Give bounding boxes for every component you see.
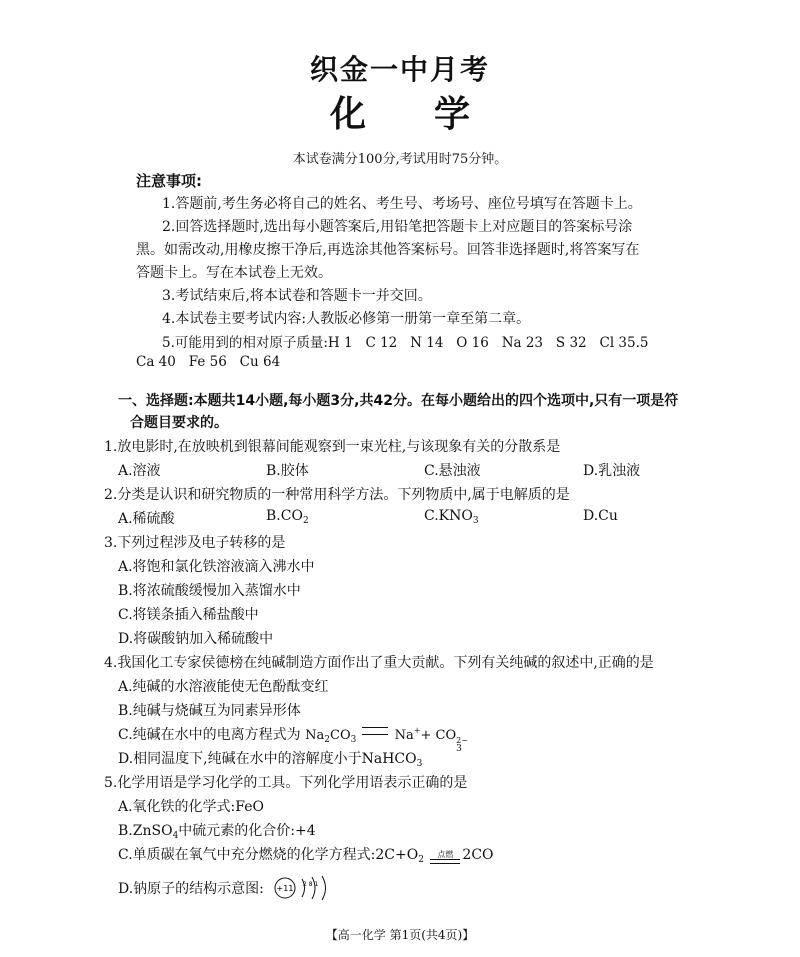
- question-5-option-c: [118, 844, 494, 865]
- notice-item-4: 4.本试卷主要考试内容:人教版必修第一册第一章至第二章。: [162, 311, 531, 327]
- q4-eq-na-ion-charge: +: [413, 726, 421, 735]
- q4-eq-na-sub: 2: [324, 735, 330, 745]
- q4-eq-co3-sub: 3: [456, 744, 462, 754]
- q4-eq-co3-ion: + CO: [420, 728, 457, 743]
- question-4-option-b: B.纯碱与烧碱互为同素异形体: [118, 703, 301, 719]
- question-1-option-d: D.乳浊液: [583, 463, 641, 479]
- question-1-option-c: C.悬浊液: [424, 463, 481, 479]
- q5-c-text: C.单质碳在氧气中充分燃烧的化学方程式:2C+O: [118, 847, 419, 863]
- question-4-stem: 4.我国化工专家侯德榜在纯碱制造方面作出了重大贡献。下列有关纯碱的叙述中,正确的是: [104, 655, 654, 671]
- atom-nucleus-label: +11: [276, 884, 294, 893]
- q5-c-sub: 2: [418, 855, 424, 865]
- question-3-stem: 3.下列过程涉及电子转移的是: [104, 535, 286, 551]
- notice-item-5-line-1: 5.可能用到的相对原子质量:H 1 C 12 N 14 O 16 Na 23 S 32 Cl 35.5: [162, 335, 649, 351]
- q5-c-product: 2CO: [462, 847, 494, 863]
- q2-c-text: C.KNO: [424, 508, 473, 524]
- question-2-stem: 2.分类是认识和研究物质的一种常用科学方法。下列物质中,属于电解质的是: [104, 487, 570, 503]
- subject-char-left: 化: [329, 94, 366, 135]
- question-4-option-d: [118, 748, 422, 769]
- q4-eq-co3-script: [456, 737, 468, 753]
- q4-d-formula-sub: 3: [416, 759, 423, 769]
- notice-item-3: 3.考试结束后,将本试卷和答题卡一并交回。: [162, 288, 432, 304]
- q4-d-text: D.相同温度下,纯碱在水中的溶解度小于: [118, 751, 362, 767]
- q4-c-text: C.纯碱在水中的电离方程式为: [118, 727, 301, 743]
- atom-shell-counts: 2 8 1: [303, 881, 319, 888]
- q2-b-subscript: 2: [302, 516, 309, 526]
- question-3-option-a: A.将饱和氯化铁溶液滴入沸水中: [118, 559, 315, 575]
- q4-c-equation: [305, 726, 468, 754]
- subject-char-right: 学: [434, 94, 471, 135]
- question-5-option-b: [118, 820, 316, 841]
- q4-d-formula: NaHCO: [361, 751, 417, 767]
- question-5-stem: 5.化学用语是学习化学的工具。下列化学用语表示正确的是: [104, 775, 468, 791]
- q2-c-subscript: 3: [472, 516, 479, 526]
- question-4-option-a: A.纯碱的水溶液能使无色酚酞变红: [118, 679, 329, 695]
- q5-b-formula: B.ZnSO: [118, 823, 173, 839]
- question-2-option-c: [424, 508, 479, 526]
- notice-item-2-line-3: 答题卡上。写在本试卷上无效。: [136, 265, 332, 281]
- subject-title: [0, 86, 800, 137]
- intro-text: 本试卷满分100分,考试用时75分钟。: [292, 152, 508, 167]
- question-2-option-b: [266, 508, 309, 526]
- question-5-option-d: D.钠原子的结构示意图:: [118, 881, 264, 897]
- notice-item-5-line-2: Ca 40 Fe 56 Cu 64: [136, 354, 281, 370]
- question-5-option-a: A.氧化铁的化学式:FeO: [118, 799, 264, 815]
- notice-item-2-line-2: 黑。如需改动,用橡皮擦干净后,再选涂其他答案标号。回答非选择题时,将答案写在: [136, 242, 640, 258]
- q4-eq-na-ion: Na: [394, 728, 414, 743]
- section-heading-line-2: 合题目要求的。: [130, 415, 228, 431]
- q5-b-sub: 4: [172, 831, 179, 841]
- q5-b-text: 中硫元素的化合价:+4: [178, 823, 316, 839]
- q4-eq-na: Na: [305, 728, 325, 743]
- question-1-option-b: B.胶体: [266, 463, 309, 479]
- section-heading-line-1: 一、选择题:本题共14小题,每小题3分,共42分。在每小题给出的四个选项中,只有一项是符: [118, 393, 679, 409]
- equals-sign-icon: [362, 727, 388, 735]
- q4-eq-co: CO: [330, 728, 351, 743]
- equals-sign-icon: [430, 859, 460, 864]
- question-2-option-d: D.Cu: [583, 508, 618, 524]
- notice-title: 注意事项:: [136, 172, 202, 190]
- q4-eq-co-sub: 3: [350, 735, 357, 745]
- q5-c-arrow: [430, 850, 460, 864]
- question-3-option-d: D.将碳酸钠加入稀硫酸中: [118, 631, 274, 647]
- notice-item-2-line-1: 2.回答选择题时,选出每小题答案后,用铅笔把答题卡上对应题目的答案标号涂: [162, 219, 633, 235]
- notice-item-1: 1.答题前,考生务必将自己的姓名、考生号、考场号、座位号填写在答题卡上。: [162, 196, 642, 212]
- question-3-option-c: C.将镁条插入稀盐酸中: [118, 607, 259, 623]
- q2-b-text: B.CO: [266, 508, 303, 524]
- question-2-option-a: A.稀硫酸: [118, 511, 175, 527]
- exam-title: 织金一中月考: [309, 53, 490, 86]
- page-footer: 【高一化学 第1页(共4页)】: [325, 928, 475, 942]
- question-1-stem: 1.放电影时,在放映机到银幕间能观察到一束光柱,与该现象有关的分散系是: [104, 439, 561, 455]
- q5-c-condition: 点燃: [437, 850, 454, 859]
- sodium-atom-diagram-icon: [272, 875, 332, 901]
- q4-eq-co3-charge: 2−: [456, 736, 468, 745]
- question-1-option-a: A.溶液: [118, 463, 161, 479]
- question-3-option-b: B.将浓硫酸缓慢加入蒸馏水中: [118, 583, 301, 599]
